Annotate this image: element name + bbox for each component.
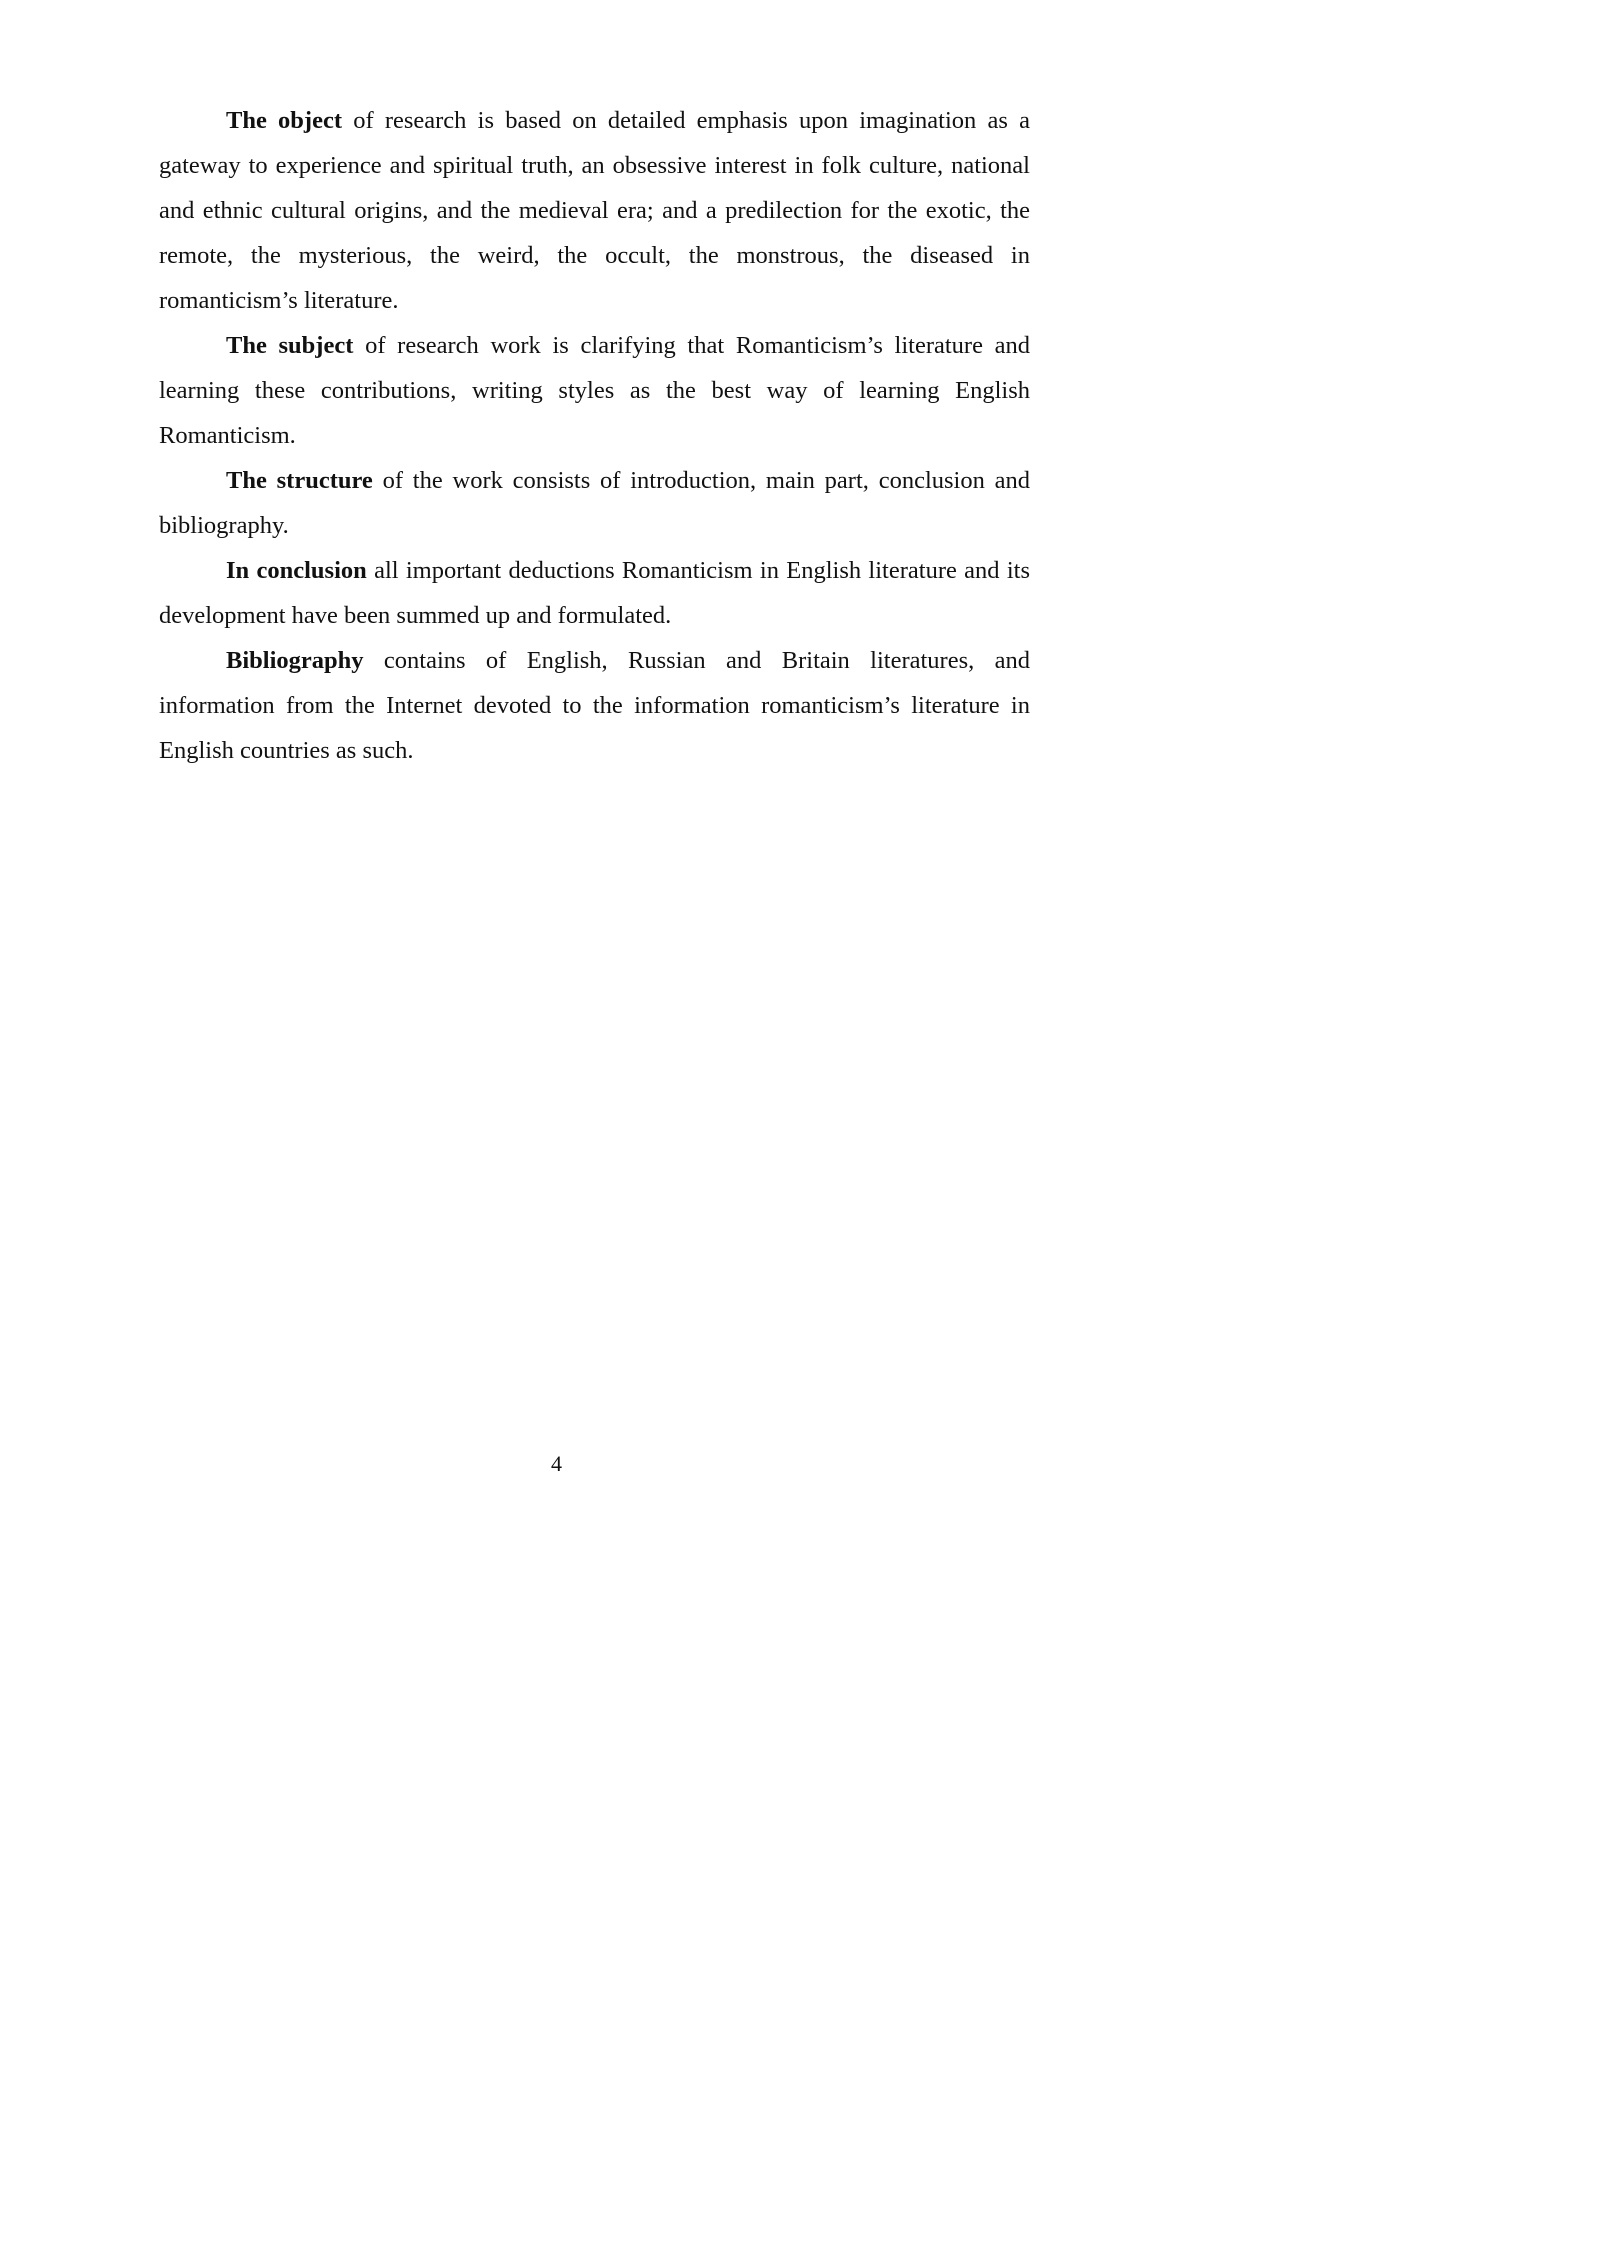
paragraph-conclusion bbox=[159, 548, 1030, 638]
paragraph-text: all important deductions Romanticism in English literature and its development have been summed up and formulated. bbox=[159, 557, 1031, 629]
paragraph-lead: The object bbox=[226, 107, 342, 134]
paragraph-object bbox=[159, 98, 1030, 323]
document-page bbox=[0, 0, 1113, 1600]
paragraph-structure bbox=[159, 458, 1030, 548]
paragraph-lead: The subject bbox=[226, 332, 354, 359]
paragraph-text: of research is based on detailed emphasis upon imagination as a gateway to experience and spiritual truth, an obsessive interest in folk culture, national and ethnic cultural origins, and the medieval era; and a predilection for the exotic, the remote, the mysterious, the weird, the occult, the monstrous, the diseased in romanticism’s literature. bbox=[159, 107, 1030, 314]
paragraph-text: contains of English, Russian and Britain literatures, and information from the Internet devoted to the information romanticism’s literature in English countries as such. bbox=[159, 647, 1030, 764]
paragraph-lead: In conclusion bbox=[226, 557, 367, 584]
paragraph-bibliography bbox=[159, 638, 1030, 773]
page-number: 4 bbox=[551, 1451, 562, 1476]
paragraph-text: of the work consists of introduction, main part, conclusion and bibliography. bbox=[159, 467, 1031, 539]
paragraph-subject bbox=[159, 323, 1030, 458]
paragraph-lead: Bibliography bbox=[226, 647, 364, 674]
body-text bbox=[159, 98, 1030, 773]
paragraph-text: of research work is clarifying that Romanticism’s literature and learning these contributions, writing styles as the best way of learning English Romanticism. bbox=[159, 332, 1031, 449]
paragraph-lead: The structure bbox=[226, 467, 373, 494]
